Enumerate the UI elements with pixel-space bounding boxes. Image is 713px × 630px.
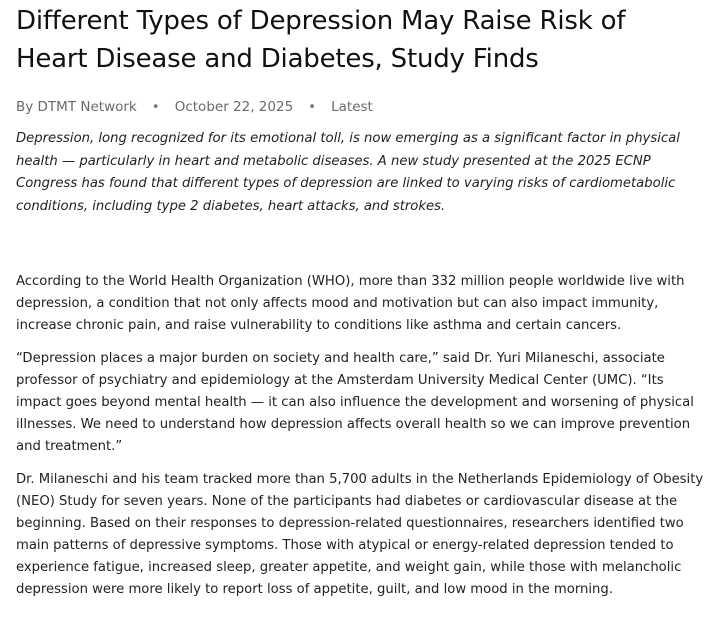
- article-paragraph: “Depression places a major burden on society and health care,” said Dr. Yuri Milaneschi, associate professor of psychiatry and epidemiology at the Amsterdam University Medical Center (UMC). “Its impact goes beyond mental health — it can also influence the development and worsening of physical illnesses. We need to understand how depression affects overall health so we can improve prevention and treatment.”: [16, 351, 694, 454]
- article-lead: Depression, long recognized for its emotional toll, is now emerging as a significant factor in physical health — particularly in heart and metabolic diseases. A new study presented at the 2025 ECNP Congress has found that different types of depression are linked to varying risks of cardiometabolic conditions, including type 2 diabetes, heart attacks, and strokes.: [16, 131, 680, 214]
- article-paragraph: Dr. Milaneschi and his team tracked more than 5,700 adults in the Netherlands Epidemiology of Obesity (NEO) Study for seven years. None of the participants had diabetes or cardiovascular disease at the beginning. Based on their responses to depression-related questionnaires, researchers identified two main patterns of depressive symptoms. Those with atypical or energy-related depression tended to experience fatigue, increased sleep, greater appetite, and weight gain, while those with melancholic depression were more likely to report loss of appetite, guilt, and low mood in the morning.: [16, 472, 704, 597]
- article-title: Different Types of Depression May Raise Risk of Heart Disease and Diabetes, Study Finds: [16, 6, 626, 74]
- meta-separator-dot: •: [151, 99, 160, 115]
- article: [16, 0, 704, 601]
- publish-date: October 22, 2025: [174, 99, 294, 115]
- author-byline[interactable]: By DTMT Network: [16, 99, 137, 115]
- article-paragraph: According to the World Health Organization (WHO), more than 332 million people worldwide live with depression, a condition that not only affects mood and motivation but can also impact immunity, increase chronic pain, and raise vulnerability to conditions like asthma and certain cancers.: [16, 274, 685, 333]
- article-meta: [16, 96, 704, 118]
- meta-separator-dot: •: [308, 99, 317, 115]
- category-link[interactable]: Latest: [331, 99, 373, 115]
